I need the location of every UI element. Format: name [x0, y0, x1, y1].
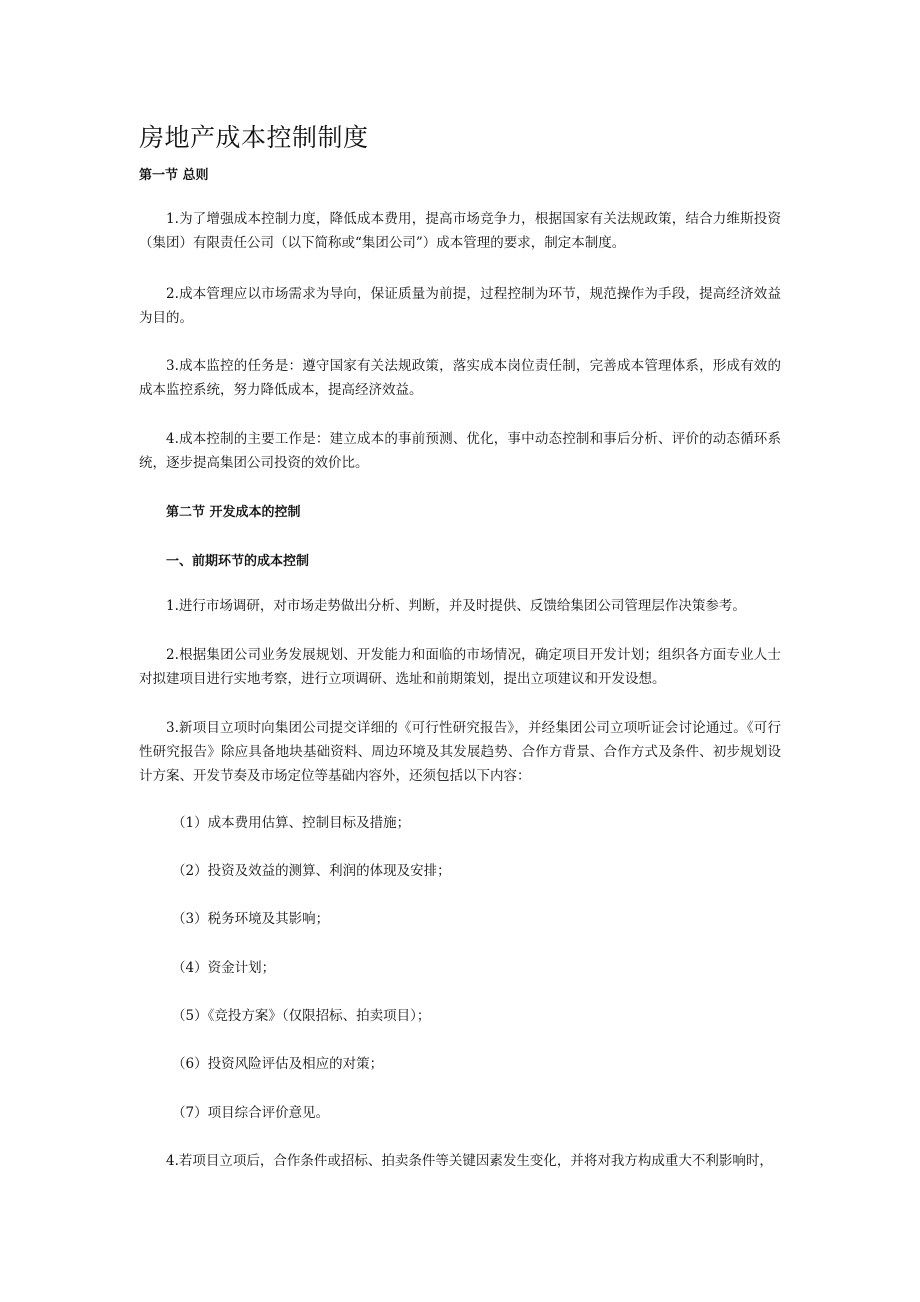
- paragraph: 4.成本控制的主要工作是：建立成本的事前预测、优化，事中动态控制和事后分析、评价的动态循环系统，逐步提高集团公司投资的效价比。: [139, 431, 781, 471]
- list-item: （7）项目综合评价意见。: [172, 1105, 330, 1121]
- list-item: （6）投资风险评估及相应的对策；: [172, 1056, 384, 1072]
- list-item: （2）投资及效益的测算、利润的体现及安排；: [172, 863, 451, 879]
- list-item: （5）《竞投方案》（仅限招标、拍卖项目）；: [172, 1008, 431, 1024]
- list-item: （4）资金计划；: [172, 960, 276, 976]
- paragraph: 4.若项目立项后，合作条件或招标、拍卖条件等关键因素发生变化，并将对我方构成重大不利影响时，: [166, 1153, 773, 1169]
- section-heading-general: 第一节 总则: [139, 168, 209, 183]
- paragraph: 1.为了增强成本控制力度，降低成本费用，提高市场竞争力，根据国家有关法规政策，结合力维斯投资（集团）有限责任公司（以下简称或“集团公司”）成本管理的要求，制定本制度。: [139, 211, 781, 251]
- list-item: （3）税务环境及其影响；: [172, 911, 330, 927]
- document-title: 房地产成本控制制度: [139, 123, 369, 152]
- paragraph: 1.进行市场调研，对市场走势做出分析、判断，并及时提供、反馈给集团公司管理层作决策参考。: [166, 598, 746, 614]
- paragraph: 3.成本监控的任务是：遵守国家有关法规政策，落实成本岗位责任制，完善成本管理体系，形成有效的成本监控系统，努力降低成本，提高经济效益。: [139, 358, 781, 398]
- section-heading-development-cost: 第二节 开发成本的控制: [166, 505, 301, 520]
- list-item: （1）成本费用估算、控制目标及措施；: [172, 815, 411, 831]
- paragraph: 2.根据集团公司业务发展规划、开发能力和面临的市场情况，确定项目开发计划；组织各方面专业人士对拟建项目进行实地考察，进行立项调研、选址和前期策划，提出立项建议和开发设想。: [139, 647, 781, 687]
- paragraph: 2.成本管理应以市场需求为导向，保证质量为前提，过程控制为环节，规范操作为手段，提高经济效益为目的。: [139, 286, 781, 326]
- subsection-heading-preliminary: 一、前期环节的成本控制: [166, 554, 310, 569]
- paragraph: 3.新项目立项时向集团公司提交详细的《可行性研究报告》，并经集团公司立项听证会讨论通过。《可行性研究报告》除应具备地块基础资料、周边环境及其发展趋势、合作方背景、合作方式及条件、初步规划设计方案、开发节奏及市场定位等基础内容外，还须包括以下内容：: [139, 720, 781, 784]
